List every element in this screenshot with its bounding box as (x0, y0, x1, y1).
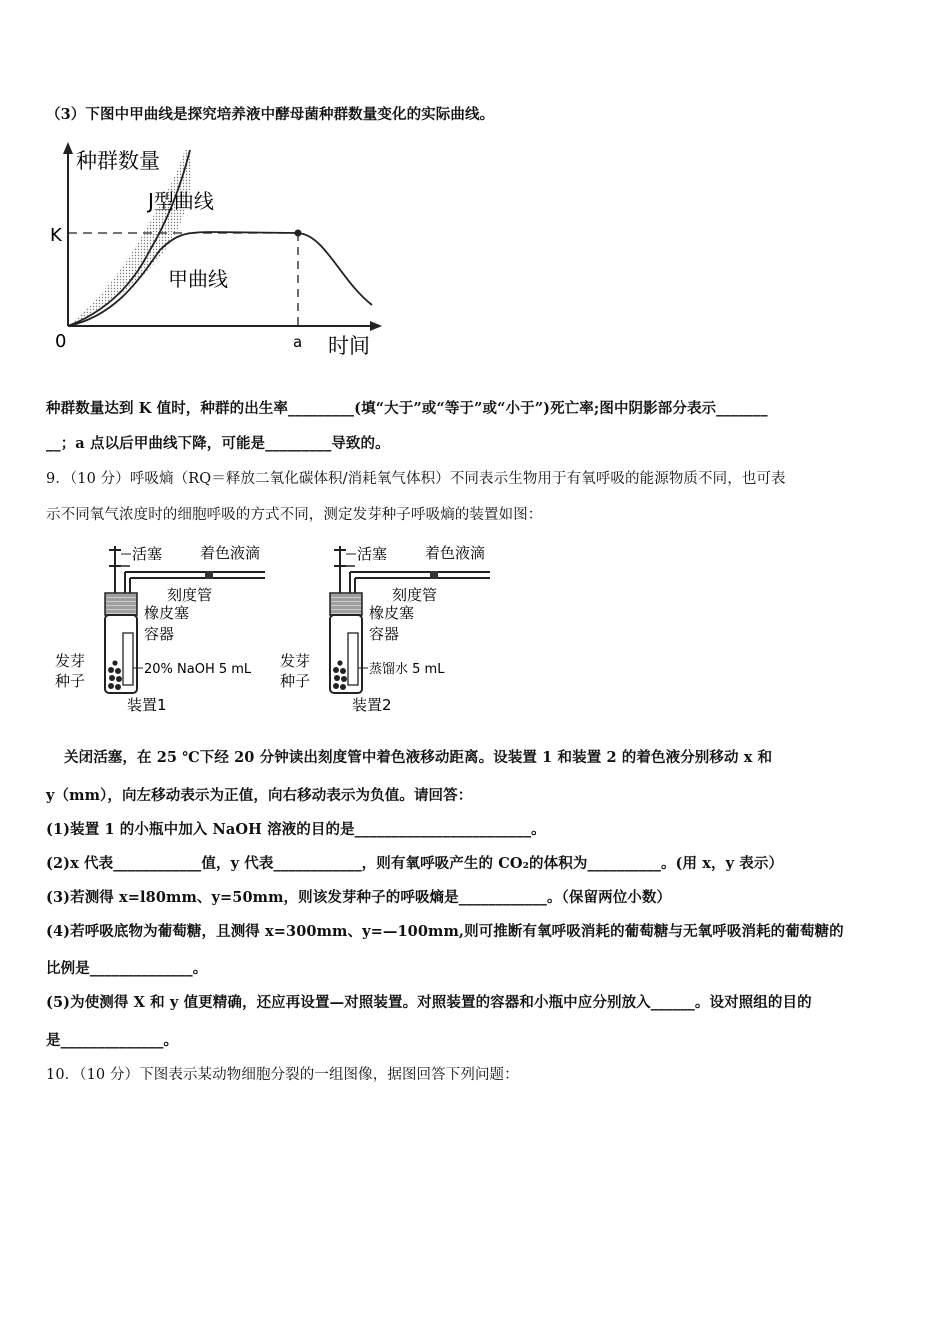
x-axis-label: 时间 (328, 334, 370, 358)
label-droplet: 着色液滴 (200, 544, 261, 562)
device-1 (55, 544, 265, 714)
q9-sub1: (1)装置 1 的小瓶中加入 NaOH 溶液的目的是________________________。 (46, 821, 546, 838)
q9-sub2: (2)x 代表____________值，y 代表____________，则有氧呼吸产生的 CO₂的体积为__________。(用 x，y 表示） (46, 855, 784, 872)
y-axis-label: 种群数量 (76, 149, 160, 173)
label-seed-1b: 种子 (55, 672, 86, 690)
j-curve-label: J型曲线 (148, 189, 214, 213)
label-stopcock: 活塞 (132, 545, 163, 563)
label-naoh: 20% NaOH 5 mL (144, 662, 252, 677)
q9-sub3: (3)若测得 x=l80mm、y=50mm，则该发芽种子的呼吸熵是____________。（保留两位小数） (46, 889, 672, 906)
q9-sub5-line2: 是______________。 (46, 1032, 179, 1049)
label-scale-tube-2: 刻度管 (392, 586, 438, 604)
label-water: 蒸馏水 5 mL (369, 662, 445, 677)
q9-line2: 示不同氧气浓度时的细胞呼吸的方式不同，测定发芽种子呼吸熵的装置如图： (46, 507, 543, 523)
q9-sub4-line2: 比例是______________。 (46, 960, 208, 977)
label-seed-2a: 发芽 (280, 652, 311, 670)
q9-sub4-line1: (4)若呼吸底物为葡萄糖，且测得 x=300mm、y=—100mm,则可推断有氧呼吸消耗的葡萄糖与无氧呼吸消耗的葡萄糖的 (46, 923, 844, 940)
q9-sub5-line1: (5)为使测得 X 和 y 值更精确，还应再设置—对照装置。对照装置的容器和小瓶中应分别放入______。设对照组的目的 (46, 994, 812, 1011)
label-scale-tube: 刻度管 (167, 586, 213, 604)
q9-para1: 关闭活塞，在 25 ℃下经 20 分钟读出刻度管中着色液移动距离。设装置 1 和装置 2 的着色液分别移动 x 和 (64, 749, 773, 766)
jia-curve-label: 甲曲线 (168, 267, 228, 291)
q9-para2: y（mm），向左移动表示为正值，向右移动表示为负值。请回答： (46, 787, 473, 804)
q9-line1: 9．（10 分）呼吸熵（RQ＝释放二氧化碳体积/消耗氧气体积）不同表示生物用于有氧呼吸的能源物质不同，也可表 (46, 471, 786, 487)
a-label: a (293, 333, 303, 351)
label-seed-2b: 种子 (280, 672, 311, 690)
label-seed-1a: 发芽 (55, 652, 86, 670)
q8-3-text-line1: 种群数量达到 K 值时，种群的出生率_________(填“大于”或“等于”或“小于”)死亡率;图中阴影部分表示_______ (46, 400, 768, 417)
label-container: 容器 (144, 625, 175, 643)
label-device-1: 装置1 (127, 696, 167, 714)
label-container-2: 容器 (369, 625, 400, 643)
label-rubber-stopper-2: 橡皮塞 (369, 604, 415, 622)
label-rubber-stopper: 橡皮塞 (144, 604, 190, 622)
population-curve-figure (50, 140, 390, 365)
a-point (295, 230, 302, 237)
label-stopcock-2: 活塞 (357, 545, 388, 563)
apparatus-figure (55, 538, 495, 718)
shaded-region (68, 150, 191, 326)
q10-line: 10．（10 分）下图表示某动物细胞分裂的一组图像，据图回答下列问题： (46, 1067, 519, 1083)
k-label: K (50, 225, 62, 246)
q8-3-intro: （3）下图中甲曲线是探究培养液中酵母菌种群数量变化的实际曲线。 (46, 106, 495, 123)
origin-label: 0 (55, 331, 67, 352)
device-2 (280, 544, 490, 714)
q8-3-text-line2: __；a 点以后甲曲线下降，可能是_________导致的。 (46, 435, 390, 452)
label-device-2: 装置2 (352, 696, 392, 714)
label-droplet-2: 着色液滴 (425, 544, 486, 562)
